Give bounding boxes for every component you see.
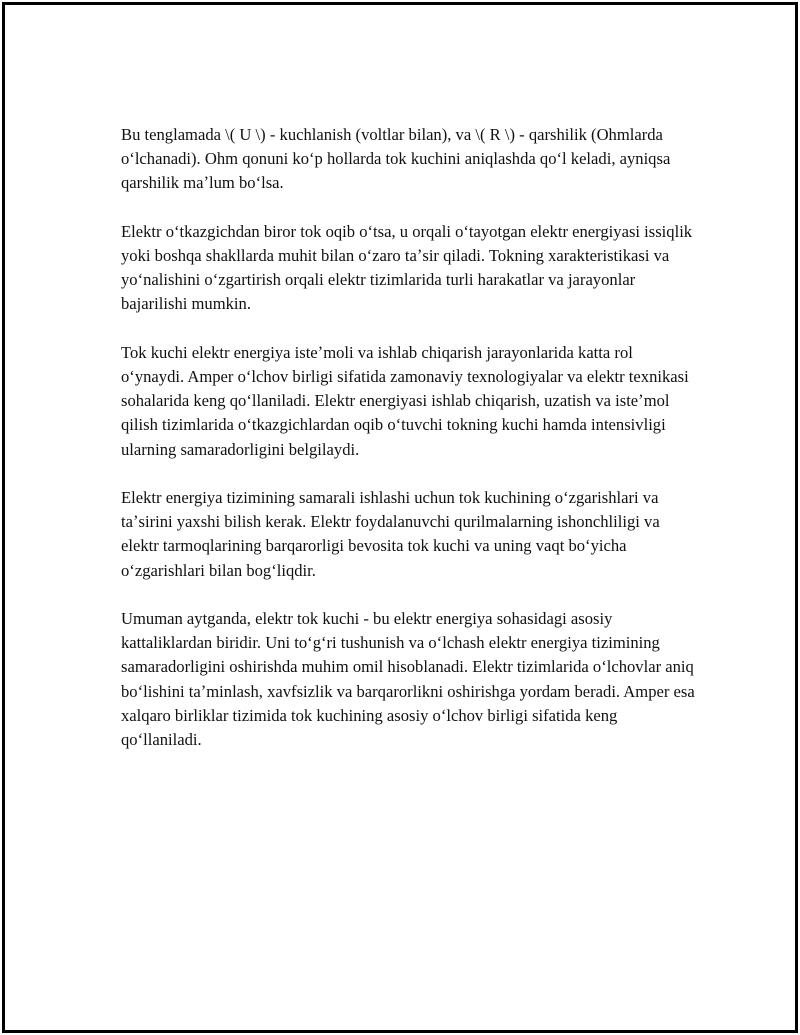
paragraph-current-role: Tok kuchi elektr energiya isteʼmoli va ishlab chiqarish jarayonlarida katta rol oʻynaydi. Amper oʻlchov birligi sifatida zamonaviy texnologiyalar va elektr texnikasi sohalarida keng qoʻllaniladi. Elektr energiyasi ishlab chiqarish, uzatish va isteʼmol qilish tizimlarida oʻtkazgichlardan oqib oʻtuvchi tokning kuchi hamda intensivligi ularning samaradorligini belgilaydi. — [121, 342, 689, 459]
page-frame — [2, 2, 798, 1033]
paragraph-conclusion: Umuman aytganda, elektr tok kuchi - bu elektr energiya sohasidagi asosiy kattaliklardan biridir. Uni toʻgʻri tushunish va oʻlchash elektr energiya tizimining samaradorligini oshirishda muhim omil hisoblanadi. Elektr tizimlarida oʻlchovlar aniq boʻlishini taʼminlash, xavfsizlik va barqarorlikni oshirishga yordam beradi. Amper esa xalqaro birliklar tizimida tok kuchining asosiy oʻlchov birligi sifatida keng qoʻllaniladi. — [121, 609, 695, 750]
document-body — [121, 123, 695, 776]
paragraph-current-flow: Elektr oʻtkazgichdan biror tok oqib oʻtsa, u orqali oʻtayotgan elektr energiyasi issiqlik yoki boshqa shakllarda muhit bilan oʻzaro taʼsir qiladi. Tokning xarakteristikasi va yoʻnalishini oʻzgartirish orqali elektr tizimlarida turli harakatlar va jarayonlar bajarilishi mumkin. — [121, 221, 693, 314]
paragraph-ohm-law-variables: Bu tenglamada \( U \) - kuchlanish (voltlar bilan), va \( R \) - qarshilik (Ohmlarda oʻlchanadi). Ohm qonuni koʻp hollarda tok kuchini aniqlashda qoʻl keladi, ayniqsa qarshilik maʼlum boʻlsa. — [121, 125, 671, 193]
paragraph-system-efficiency: Elektr energiya tizimining samarali ishlashi uchun tok kuchining oʻzgarishlari va taʼsirini yaxshi bilish kerak. Elektr foydalanuvchi qurilmalarning ishonchliligi va elektr tarmoqlarining barqarorligi bevosita tok kuchi va uning vaqt boʻyicha oʻzgarishlari bilan bogʻliqdir. — [121, 488, 660, 580]
